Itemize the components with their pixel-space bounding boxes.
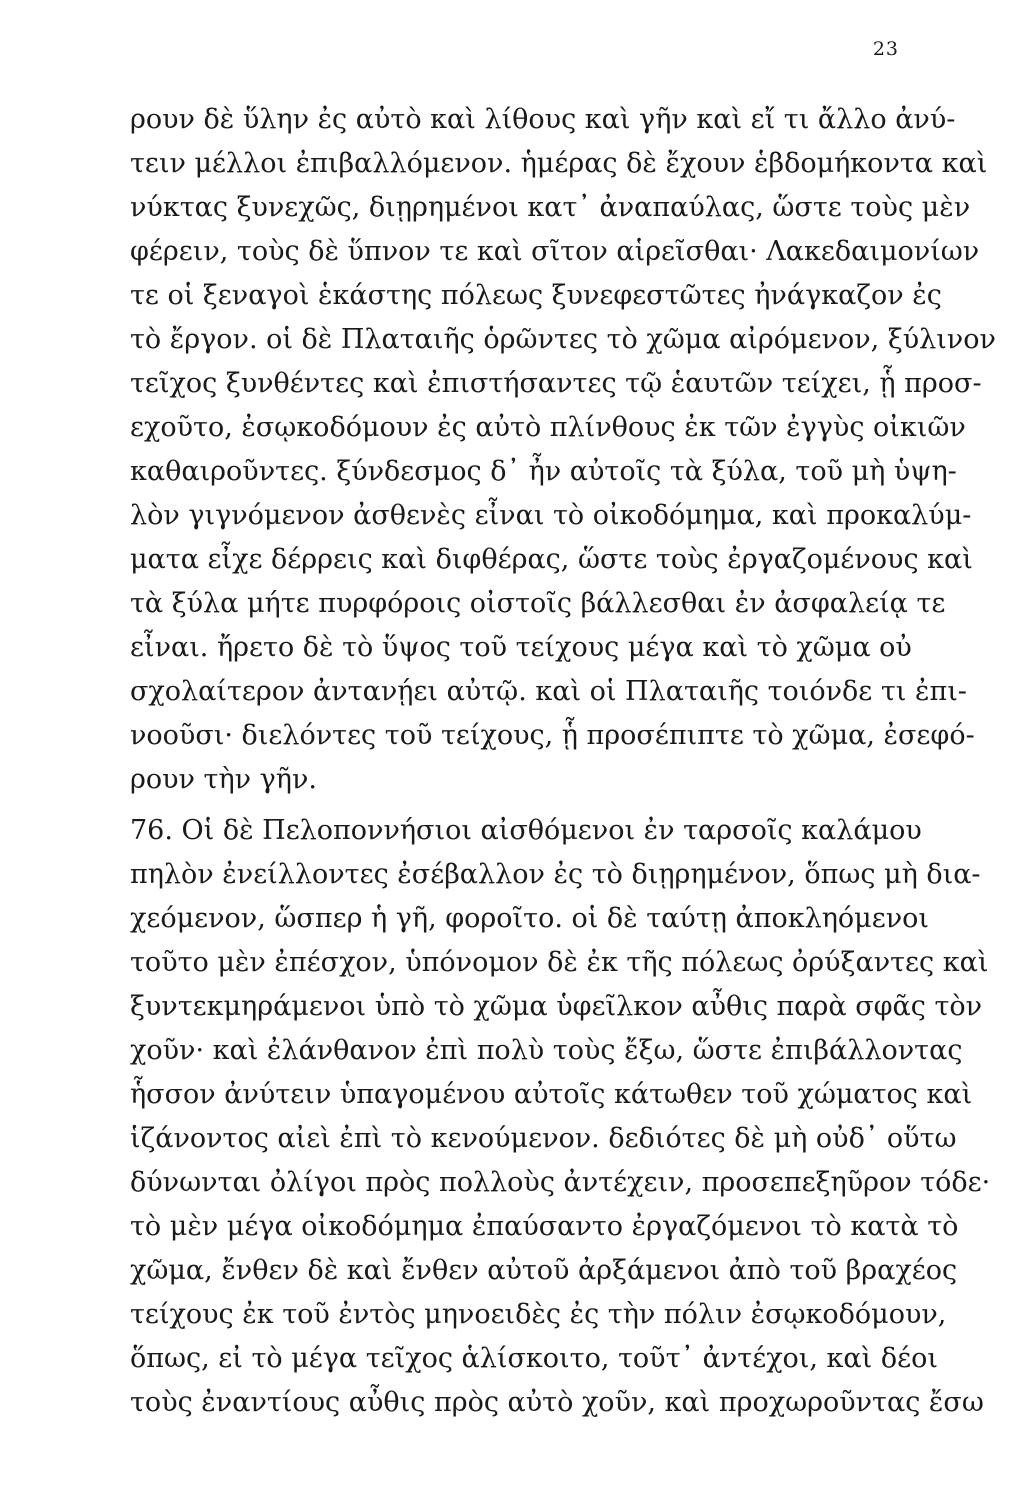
- text-line: χοῦν· καὶ ἐλάνθανον ἐπὶ πολὺ τοὺς ἔξω, ὥστε ἐπιβάλλοντας: [130, 1035, 963, 1066]
- text-line: ρουν τὴν γῆν.: [130, 764, 317, 795]
- text-line: τειν μέλλοι ἐπιβαλλόμενον. ἡμέρας δὲ ἔχουν ἑβδομήκοντα καὶ: [130, 148, 988, 179]
- text-line: τε οἱ ξεναγοὶ ἑκάστης πόλεως ξυνεφεστῶτες ἠνάγκαζον ἐς: [130, 280, 942, 311]
- text-line: λὸν γιγνόμενον ἀσθενὲς εἶναι τὸ οἰκοδόμημα, καὶ προκαλύμ-: [130, 500, 972, 531]
- text-line: δύνωνται ὀλίγοι πρὸς πολλοὺς ἀντέχειν, προσεπεξηῦρον τόδε·: [130, 1167, 991, 1198]
- text-line: νοοῦσι· διελόντες τοῦ τείχους, ᾗ προσέπιπτε τὸ χῶμα, ἐσεφό-: [130, 720, 975, 751]
- section-76-first-line: 76. Οἱ δὲ Πελοποννήσιοι αἰσθόμενοι ἐν ταρσοῖς καλάμου: [130, 815, 922, 846]
- text-line: ἱζάνοντος αἰεὶ ἐπὶ τὸ κενούμενον. δεδιότες δὲ μὴ οὐδ᾽ οὕτω: [130, 1123, 957, 1154]
- text-line: εἶναι. ἤρετο δὲ τὸ ὕψος τοῦ τείχους μέγα καὶ τὸ χῶμα οὐ: [130, 632, 912, 663]
- text-line: τὸ ἔργον. οἱ δὲ Πλαταιῆς ὁρῶντες τὸ χῶμα αἰρόμενον, ξύλινον: [130, 324, 996, 355]
- text-line: τοὺς ἐναντίους αὖθις πρὸς αὐτὸ χοῦν, καὶ προχωροῦντας ἔσω: [130, 1387, 984, 1418]
- text-line: σχολαίτερον ἀντανῄει αὐτῷ. καὶ οἱ Πλαταιῆς τοιόνδε τι ἐπι-: [130, 676, 967, 707]
- text-line: χεόμενον, ὥσπερ ἡ γῆ, φοροῖτο. οἱ δὲ ταύτῃ ἀποκληόμενοι: [130, 903, 929, 934]
- text-line: πηλὸν ἐνείλλοντες ἐσέβαλλον ἐς τὸ διῃρημένον, ὅπως μὴ δια-: [130, 859, 981, 890]
- text-line: ἧσσον ἀνύτειν ὑπαγομένου αὐτοῖς κάτωθεν τοῦ χώματος καὶ: [130, 1079, 973, 1110]
- text-line: τὸ μὲν μέγα οἰκοδόμημα ἐπαύσαντο ἐργαζόμενοι τὸ κατὰ τὸ: [130, 1211, 959, 1242]
- text-line: φέρειν, τοὺς δὲ ὕπνον τε καὶ σῖτον αἱρεῖσθαι· Λακεδαιμονίων: [130, 236, 980, 267]
- text-line: ξυντεκμηράμενοι ὑπὸ τὸ χῶμα ὑφεῖλκον αὖθις παρὰ σφᾶς τὸν: [130, 991, 983, 1022]
- text-line: εχοῦτο, ἐσῳκοδόμουν ἐς αὐτὸ πλίνθους ἐκ τῶν ἐγγὺς οἰκιῶν: [130, 412, 966, 443]
- text-line: καθαιροῦντες. ξύνδεσμος δ᾽ ἦν αὐτοῖς τὰ ξύλα, τοῦ μὴ ὑψη-: [130, 456, 957, 487]
- text-line: χῶμα, ἔνθεν δὲ καὶ ἔνθεν αὐτοῦ ἀρξάμενοι ἀπὸ τοῦ βραχέος: [130, 1255, 958, 1286]
- text-line: τὰ ξύλα μήτε πυρφόροις οἰστοῖς βάλλεσθαι ἐν ἀσφαλείᾳ τε: [130, 588, 946, 619]
- text-line: ματα εἶχε δέρρεις καὶ διφθέρας, ὥστε τοὺς ἐργαζομένους καὶ: [130, 544, 973, 575]
- text-line: νύκτας ξυνεχῶς, διῃρημένοι κατ᾽ ἀναπαύλας, ὥστε τοὺς μὲν: [130, 192, 971, 223]
- text-line: ὅπως, εἰ τὸ μέγα τεῖχος ἁλίσκοιτο, τοῦτ᾽ ἀντέχοι, καὶ δέοι: [130, 1343, 938, 1374]
- text-line: ρουν δὲ ὕλην ἐς αὐτὸ καὶ λίθους καὶ γῆν καὶ εἴ τι ἄλλο ἀνύ-: [130, 104, 956, 135]
- text-line: τεῖχος ξυνθέντες καὶ ἐπιστήσαντες τῷ ἑαυτῶν τείχει, ᾗ προσ-: [130, 368, 982, 399]
- page-number: 23: [872, 38, 899, 60]
- text-line: τοῦτο μὲν ἐπέσχον, ὑπόνομον δὲ ἐκ τῆς πόλεως ὀρύξαντες καὶ: [130, 947, 989, 978]
- text-line: τείχους ἐκ τοῦ ἐντὸς μηνοειδὲς ἐς τὴν πόλιν ἐσῳκοδόμουν,: [130, 1299, 947, 1330]
